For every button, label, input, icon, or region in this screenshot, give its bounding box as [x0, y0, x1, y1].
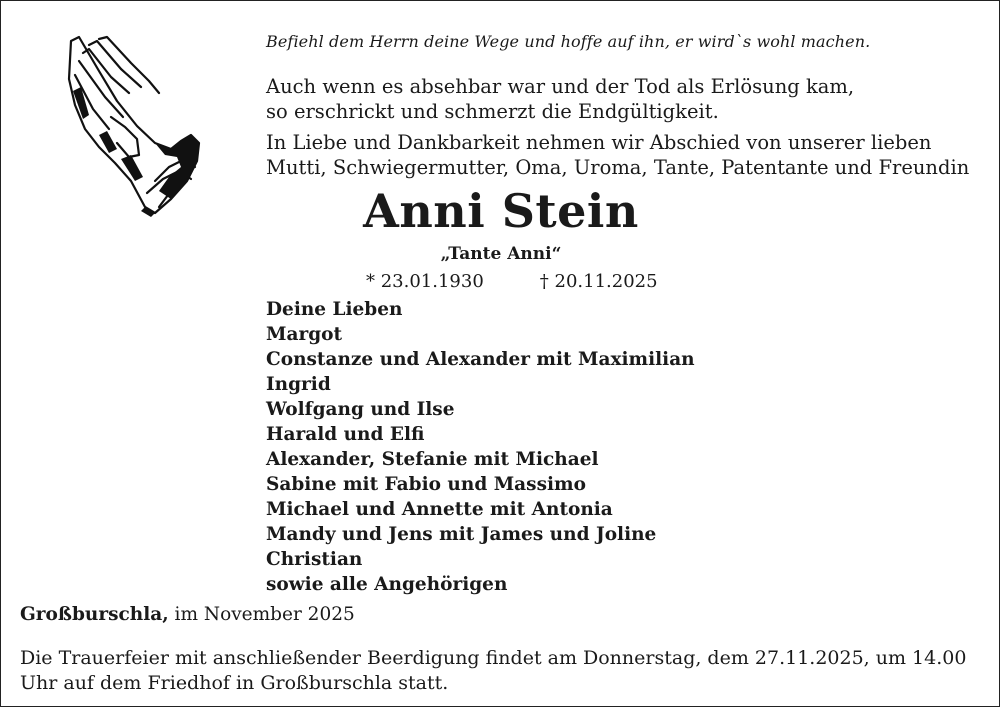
mourner-line: sowie alle Angehörigen [266, 574, 508, 595]
place-date: im November 2025 [168, 604, 355, 625]
birth-date: * 23.01.1930 [366, 271, 484, 292]
mourner-line: Ingrid [266, 374, 331, 395]
place-and-date [20, 604, 355, 625]
bible-verse: Befiehl dem Herrn deine Wege und hoffe auf ihn, er wird`s wohl machen. [266, 32, 871, 51]
intro-line: Mutti, Schwiegermutter, Oma, Uroma, Tante, Patentante und Freundin [266, 156, 970, 179]
intro-line: In Liebe und Dankbarkeit nehmen wir Abschied von unserer lieben [266, 131, 932, 154]
service-line: Uhr auf dem Friedhof in Großburschla statt. [20, 672, 449, 694]
life-dates [366, 271, 658, 292]
intro-line: Auch wenn es absehbar war und der Tod als Erlösung kam, [266, 75, 855, 98]
mourner-line: Constanze und Alexander mit Maximilian [266, 349, 695, 370]
mourner-line: Wolfgang und Ilse [266, 399, 455, 420]
funeral-service-info [20, 646, 980, 696]
deceased-name: Anni Stein [363, 184, 639, 238]
deceased-nickname: „Tante Anni“ [440, 244, 562, 264]
mourner-line: Deine Lieben [266, 299, 403, 320]
mourner-line: Mandy und Jens mit James und Joline [266, 524, 657, 545]
death-date: † 20.11.2025 [539, 271, 658, 292]
mourner-line: Margot [266, 324, 343, 345]
mourner-line: Christian [266, 549, 363, 570]
mourners-list [266, 297, 695, 597]
mourner-line: Sabine mit Fabio und Massimo [266, 474, 586, 495]
service-line: Die Trauerfeier mit anschließender Beerdigung findet am Donnerstag, dem 27.11.2025, um 14.00 [20, 647, 967, 669]
mourner-line: Harald und Elfi [266, 424, 425, 445]
place-town: Großburschla, [20, 604, 169, 625]
intro-text [266, 74, 986, 186]
mourner-line: Alexander, Stefanie mit Michael [266, 449, 599, 470]
intro-line: so erschrickt und schmerzt die Endgültigkeit. [266, 100, 719, 123]
mourner-line: Michael und Annette mit Antonia [266, 499, 613, 520]
